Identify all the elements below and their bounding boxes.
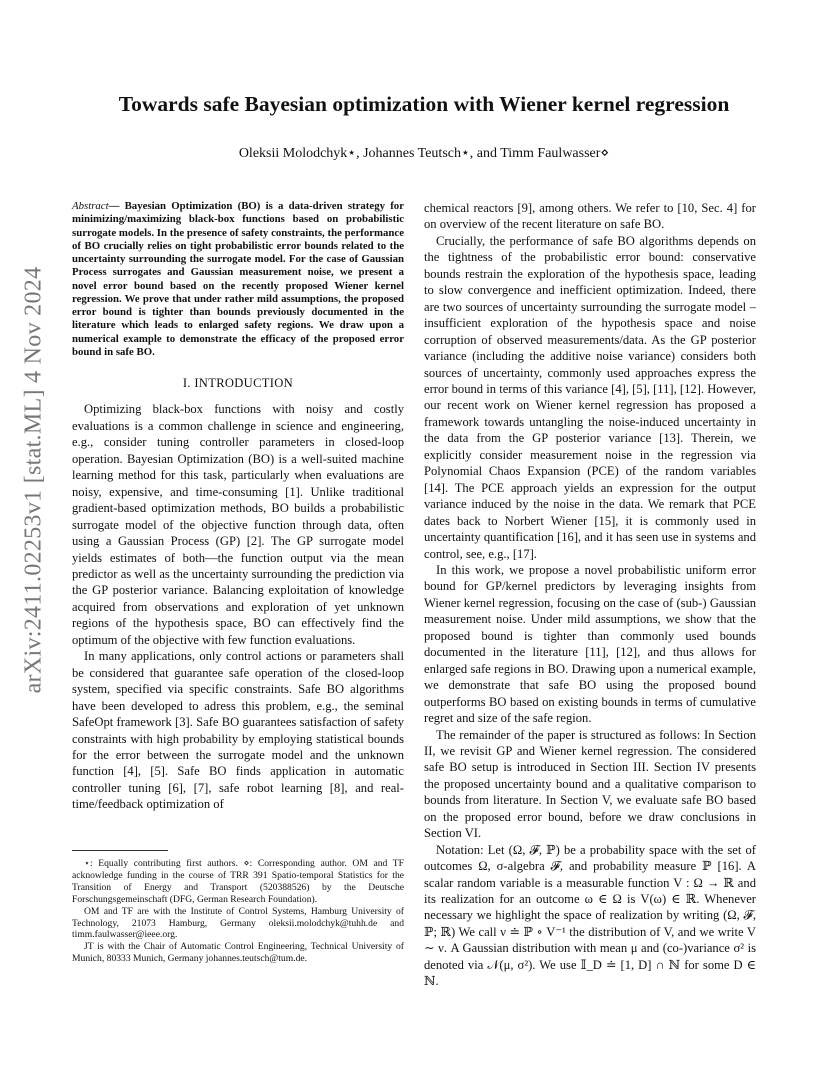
footnote-funding: ⋆: Equally contributing first authors. ⋄: Corresponding author. OM and TF acknowledge funding in the course of TRR 391 Spatio-temporal Statistics for the Transition of Energy and Transport (520388526) by the Deutsche Forschungsgemeinschaft (DFG, German Research Foundation). — [72, 858, 404, 905]
abstract-label: Abstract — [72, 200, 109, 212]
arxiv-id-text: arXiv:2411.02253v1 [stat.ML] 4 Nov 2024 — [20, 266, 47, 694]
abstract-text: — Bayesian Optimization (BO) is a data-driven strategy for minimizing/maximizing black-box functions based on probabilistic surrogate models. In the presence of safety constraints, the performance of BO crucially relies on tight probabilistic error bounds related to the uncertainty surrounding the surrogate model. For the case of Gaussian Process surrogates and Gaussian measurement noise, we present a novel error bound based on the recently proposed Wiener kernel regression. We prove that under rather mild assumptions, the proposed error bound is tighter than bounds previously documented in the literature which leads to enlarged safety regions. We draw upon a numerical example to demonstrate the efficacy of the proposed error bound in safe BO. — [72, 200, 404, 358]
paragraph: In this work, we propose a novel probabilistic uniform error bound for GP/kernel predictors by leveraging insights from Wiener kernel regression, focusing on the case of (sub-) Gaussian measurement noise. Under mild assumptions, we show that the proposed bound is tighter than commonly used bounds documented in the literature [11], [12], and thus allows for enlarged safe regions in BO. Drawing upon a numerical example, we demonstrate that safe BO using the proposed bound outperforms BO based on existing bounds in terms of cumulative regret and size of the safe region. — [424, 562, 756, 726]
left-column — [72, 200, 404, 813]
paragraph: In many applications, only control actions or parameters shall be considered that guarantee safe operation of the closed-loop system, specified via specific constraints. Safe BO algorithms have been developed to adress this problem, e.g., the seminal SafeOpt framework [3]. Safe BO guarantees satisfaction of safety constraints with high probability by employing statistical bounds for the error between the surrogate model and the unknown function [4], [5]. Safe BO finds application in automatic controller tuning [6], [7], safe robot learning [8], and real-time/feedback optimization of — [72, 649, 404, 812]
paragraph: The remainder of the paper is structured as follows: In Section II, we revisit GP and Wiener kernel regression. The considered safe BO setup is introduced in Section III. Section IV presents the proposed uncertainty bound and a qualitative comparison to bounds from literature. In Section V, we evaluate safe BO based on the proposed error bound, before we draw conclusions in Section VI. — [424, 727, 756, 841]
right-column — [424, 200, 756, 990]
footnote-rule — [72, 850, 168, 851]
arxiv-side-label — [14, 266, 54, 694]
notation-paragraph: Notation: Let (Ω, 𝓕, ℙ) be a probability space with the set of outcomes Ω, σ-algebra 𝓕, and probability measure ℙ [16]. A scalar random variable is a measurable function V : Ω → ℝ and its realization for an outcome ω ∈ Ω is V(ω) ∈ ℝ. Whenever necessary we highlight the space of realization by writing (Ω, 𝓕, ℙ; ℝ) We call ν ≐ ℙ ∘ V⁻¹ the distribution of V, and we write V ∼ ν. A Gaussian distribution with mean μ and (co-)variance σ² is denoted via 𝒩(μ, σ²). We use 𝕀_D ≐ [1, D] ∩ ℕ for some D ∈ ℕ. — [424, 842, 756, 989]
section-heading-introduction: I. INTRODUCTION — [182, 376, 294, 390]
paragraph: chemical reactors [9], among others. We refer to [10, Sec. 4] for on overview of the recent literature on safe BO. — [424, 201, 756, 232]
footnote-affiliation-2: JT is with the Chair of Automatic Control Engineering, Technical University of Munich, 80333 Munich, Germany johannes.teutsch@tum.de. — [72, 941, 404, 965]
paragraph: Optimizing black-box functions with noisy and costly evaluations is a common challenge in science and engineering, e.g., consider tuning controller parameters in closed-loop operation. Bayesian Optimization (BO) is a well-suited machine learning method for this task, particularly when evaluations are noisy, expensive, and time-consuming [1]. Unlike traditional gradient-based optimization methods, BO builds a probabilistic surrogate model of the objective function through data, often using a Gaussian Process (GP) [2]. The GP surrogate model yields estimates of both—the function output via the mean predictor as well as the uncertainty surrounding the prediction via the GP posterior variance. Balancing exploitation of knowledge acquired from observations and exploration of yet unknown regions of the hypothesis space, BO can effectively find the optimum of the objective with few function evaluations. — [72, 402, 404, 647]
footnotes — [72, 858, 404, 965]
footnote-affiliation-1: OM and TF are with the Institute of Control Systems, Hamburg University of Technology, 21073 Hamburg, Germany oleksii.molodchyk@tuhh.de and timm.faulwasser@ieee.org. — [72, 905, 404, 941]
paragraph: Crucially, the performance of safe BO algorithms depends on the tightness of the probabilistic error bound: conservative bounds restrain the exploration of the hypothesis space, leading to slow convergence and inefficient optimization. Indeed, there are two sources of uncertainty surrounding the surrogate model – insufficient exploration of the hypothesis space and noise corruption of observed measurements/data. As the GP posterior variance (including the additive noise variance) considers both sources of uncertainty, commonly used approaches express the error bound in terms of this variance [4], [5], [11], [12]. However, our recent work on Wiener kernel regression has proposed a framework towards untangling the noise-induced uncertainty in the data from the GP posterior variance [13]. Therein, we explicitly consider measurement noise in the regression via Polynomial Chaos Expansion (PCE) of the random variables [14]. The PCE approach yields an expression for the output variance induced by the noise in the data. We remark that PCE dates back to Norbert Wiener [15], it is commonly used in uncertainty quantification [16], and it has seen use in systems and control, see, e.g., [17]. — [424, 233, 756, 561]
author-line: Oleksii Molodchyk⋆, Johannes Teutsch⋆, and Timm Faulwasser⋄ — [238, 146, 610, 161]
paper-title: Towards safe Bayesian optimization with Wiener kernel regression — [118, 92, 730, 116]
abstract — [72, 200, 404, 359]
